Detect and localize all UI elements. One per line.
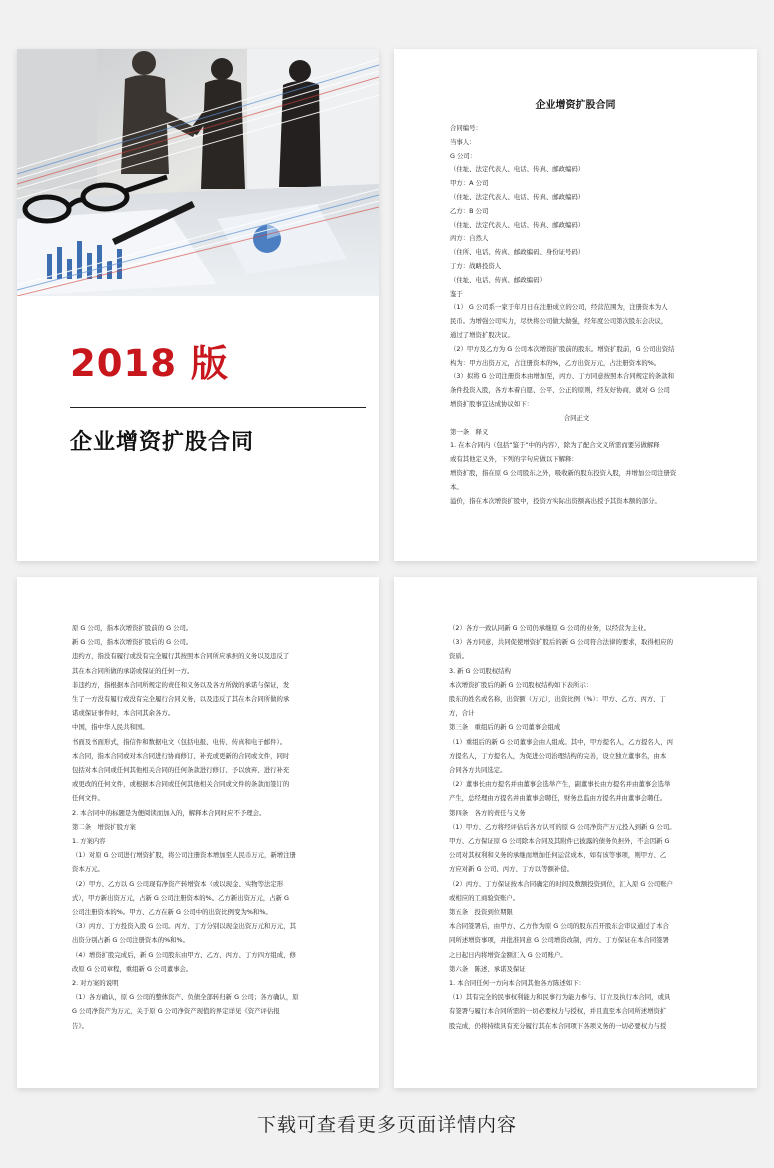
cover-title: 企业增资扩股合同	[70, 430, 255, 455]
text-line: 民币。为增强公司实力，尽快将公司做大做强，经年度公司第次股东会决议，	[450, 317, 668, 326]
download-caption: 下载可查看更多页面详情内容	[256, 1114, 517, 1136]
text-line: 本合同签署后，由甲方、乙方作为原 G 公司的股东召开股东会审议通过了本合	[449, 922, 669, 931]
text-line: （2）甲方、乙方以 G 公司现有净资产转增资本（或以现金、实物等法定形	[72, 879, 284, 888]
text-line: 股东的姓名或名称，出资额（万元），出资比例（%）：甲方、乙方、丙方、丁	[449, 695, 666, 704]
text-line: （1）甲方、乙方将经评估后各方认可的原 G 公司净资产万元投入到新 G 公司。	[449, 822, 676, 831]
text-line: 鉴于	[450, 289, 463, 298]
contract-page-1	[394, 49, 757, 561]
text-line: 告》。	[72, 1021, 88, 1030]
text-line: 乙方：B 公司	[450, 206, 489, 215]
text-line: （4）增资扩股完成后，新 G 公司股东由甲方、乙方、丙方、丁方四方组成，修	[72, 950, 296, 959]
text-line: 丙方：自然人	[450, 234, 489, 243]
text-line: （2）董事长由方提名并由董事会选举产生，副董事长由方提名并由董事会选举	[449, 780, 671, 789]
text-line: 构为：甲方出资万元，占注册资本的%，乙方出资万元，占注册资本的%。	[450, 358, 661, 367]
text-line: 方提名人，丁方提名人，为促进公司治理结构的完善，设立独立董事名，由本	[449, 751, 667, 760]
text-line: G 公司净资产为万元，关于原 G 公司净资产现值的界定详见《资产评估报	[72, 1007, 280, 1016]
text-line: 本。	[450, 482, 463, 491]
text-line: 第二条 增资扩股方案	[72, 822, 136, 831]
text-line: 合同各方共同选定。	[449, 766, 507, 775]
text-line: 同所述增资事项，并批准同意 G 公司增资改制，丙方、丁方保证在本合同签署	[449, 936, 669, 945]
text-line: 式），甲方新出资万元，占新 G 公司注册资本的%。乙方新出资万元，占新 G	[72, 893, 289, 902]
text-line: 出资分别占新 G 公司注册资本的%和%。	[72, 936, 190, 945]
text-line: 方，合计	[449, 709, 475, 718]
text-line: 非违约方，指根据本合同所规定的责任和义务以及各方所做的承诺与保证，发	[72, 680, 290, 689]
text-line: （1）重组后的新 G 公司董事会由人组成。其中，甲方提名人，乙方提名人，丙	[449, 737, 673, 746]
text-line: （3）丙方、丁方投资入股 G 公司。丙方、丁方分别以现金出资万元和万元，其	[72, 922, 296, 931]
text-line: 溢价，指在本次增资扩股中，投资方实际出资额高出授予其资本额的部分。	[450, 496, 661, 505]
cover-divider	[70, 407, 366, 408]
text-line: （2）甲方及乙方为 G 公司本次增资扩股前的股东。增资扩股前，G 公司出资结	[450, 344, 675, 353]
text-line: 第三条 重组后的新 G 公司董事会组成	[449, 723, 561, 732]
text-line: （1）各方确认，原 G 公司的整体资产、负债全部转归新 G 公司；各方确认，原	[72, 993, 299, 1002]
text-line: 股完成，仍将持续具有充分履行其在本合同项下各项义务的一切必要权力与授	[449, 1021, 667, 1030]
text-line: （3）拟将 G 公司注册资本由增加至，丙方、丁方同意按照本合同规定的条款和	[450, 372, 674, 381]
text-line: 3. 新 G 公司股权结构	[449, 666, 511, 675]
text-line: 公司对其权利和义务的承继而增加任何运营成本，如有该等事项，则甲方、乙	[449, 851, 667, 860]
text-line: （住址、法定代表人、电话、传真、邮政编码）	[450, 165, 585, 174]
text-line: （1）其有完全的民事权利能力和民事行为能力参与、订立及执行本合同，或具	[449, 993, 671, 1002]
contract-text	[72, 621, 324, 1033]
text-line: 第六条 陈述、承诺及保证	[449, 964, 526, 973]
text-line: （2）各方一致认同新 G 公司仍承继原 G 公司的业务，以经营为主业。	[449, 624, 651, 632]
text-line: 增资扩股，指在原 G 公司股东之外，吸收新的股东投资入股，并增加公司注册资	[450, 468, 677, 477]
text-line: 违约方，指没有履行或没有完全履行其按照本合同所应承担的义务以及违反了	[72, 652, 290, 661]
text-line: 任何文件。	[72, 794, 104, 803]
contract-page-2	[17, 577, 379, 1088]
text-line: 改原 G 公司章程，重组新 G 公司董事会。	[72, 964, 193, 973]
text-line: 包括对本合同或任何其他相关合同的任何条款进行修订、予以放弃、进行补充	[72, 766, 290, 775]
text-line: 第五条 投资到位期限	[449, 908, 513, 917]
text-line: （住址、法定代表人、电话、传真、邮政编码）	[450, 192, 585, 201]
text-line: 原 G 公司，指本次增资扩股前的 G 公司。	[72, 624, 193, 632]
text-line: （住址、法定代表人、电话、传真、邮政编码）	[450, 220, 585, 229]
cover-year: 2018 版	[70, 342, 229, 385]
text-line: 增资扩股事宜达成协议如下：	[450, 399, 534, 408]
text-line: 之日起日内将增资金额汇入 G 公司账户。	[449, 950, 567, 959]
text-line: 丁方：战略投资人	[450, 261, 502, 270]
text-line: 资质。	[449, 652, 469, 661]
text-line: （1） G 公司系一家于年月日在注册成立的公司，经营范围为，注册资本为人	[450, 303, 668, 312]
section-heading: 合同正文	[563, 413, 590, 422]
text-line: 诺或保证事件时，本合同其余各方。	[72, 709, 175, 718]
text-line: 资本万元。	[72, 865, 104, 874]
text-line: 第一条 释义	[450, 427, 489, 436]
text-line: 公司注册资本的%。甲方、乙方在新 G 公司中的出资比例变为%和%。	[72, 908, 272, 917]
text-line: 通过了增资扩股决议。	[450, 330, 514, 339]
text-line: 或更改的任何文件，或根据本合同或任何其他相关合同或文件的条款而签订的	[72, 780, 290, 789]
text-line: （住所、电话、传真、邮政编码、身份证号码）	[450, 248, 585, 257]
contract-title: 企业增资扩股合同	[535, 100, 616, 111]
text-line: 第四条 各方的责任与义务	[449, 808, 526, 817]
cover-page	[17, 49, 379, 561]
text-line: 新 G 公司，指本次增资扩股后的 G 公司。	[72, 638, 193, 647]
text-line: 本合同，指本合同或对本合同进行协商修订、补充或更新的合同或文件，同时	[72, 751, 290, 760]
text-line: 条件投资入股，各方本着自愿、公平、公正的原则，经友好协商，就对 G 公司	[450, 386, 670, 395]
text-line: （住址、电话、传真、邮政编码）	[450, 275, 546, 284]
text-line: 其在本合同所做的承诺或保证的任何一方。	[72, 666, 194, 675]
text-line: 或相应的工商验资账户。	[449, 893, 520, 902]
text-line: 2. 对方案的说明	[72, 979, 119, 988]
text-line: （2）丙方、丁方保证按本合同确定的时间及数额投资到位，汇入原 G 公司账户	[449, 879, 673, 888]
text-line: 中国，指中华人民共和国。	[72, 723, 149, 732]
text-line: 产生，总经理由方提名并由董事会聘任，财务总监由方提名并由董事会聘任。	[449, 794, 667, 803]
contract-text	[449, 621, 702, 1033]
text-line: 当事人：	[450, 137, 476, 146]
text-line: 1. 在本合同内（包括“鉴于”中的内容），除为了配合文义所需而要另做解释	[450, 441, 660, 450]
contract-text	[450, 122, 703, 508]
text-line: 1. 本合同任何一方向本合同其他各方陈述如下：	[449, 979, 585, 988]
text-line: 合同编号：	[450, 124, 482, 132]
text-line: 1. 方案内容	[72, 837, 106, 846]
text-line: 或有其他定义外，下列的字句应做以下解释：	[450, 455, 578, 464]
text-line: （1）对原 G 公司进行增资扩股，将公司注册资本增加至人民币万元，新增注册	[72, 851, 296, 860]
text-line: 2. 本合同中的标题是为便阅读而加入的，解释本合同时应不予理会。	[72, 808, 266, 817]
text-line: 方应对新 G 公司、丙方、丁方以等额补偿。	[449, 865, 574, 874]
business-meeting-photo	[17, 49, 379, 296]
text-line: 甲方：A 公司	[450, 179, 489, 188]
text-line: 有签署与履行本合同所需的一切必要权力与授权，并且直至本合同所述增资扩	[449, 1007, 667, 1016]
text-line: 甲方、乙方保证原 G 公司除本合同及其附件已披露的债务负担外，不会因新 G	[449, 837, 670, 846]
contract-page-3	[394, 577, 757, 1088]
text-line: G 公司：	[450, 151, 477, 160]
text-line: （3）各方同意，共同促使增资扩股后的新 G 公司符合法律的要求，取得相应的	[449, 638, 673, 647]
text-line: 生了一方没有履行或没有完全履行合同义务，以及违反了其在本合同所做的承	[72, 695, 290, 704]
text-line: 本次增资扩股后的新 G 公司股权结构如下表所示：	[449, 680, 593, 689]
text-line: 书面及书面形式，指信件和数据电文（包括电报、电传、传真和电子邮件）。	[72, 737, 287, 746]
